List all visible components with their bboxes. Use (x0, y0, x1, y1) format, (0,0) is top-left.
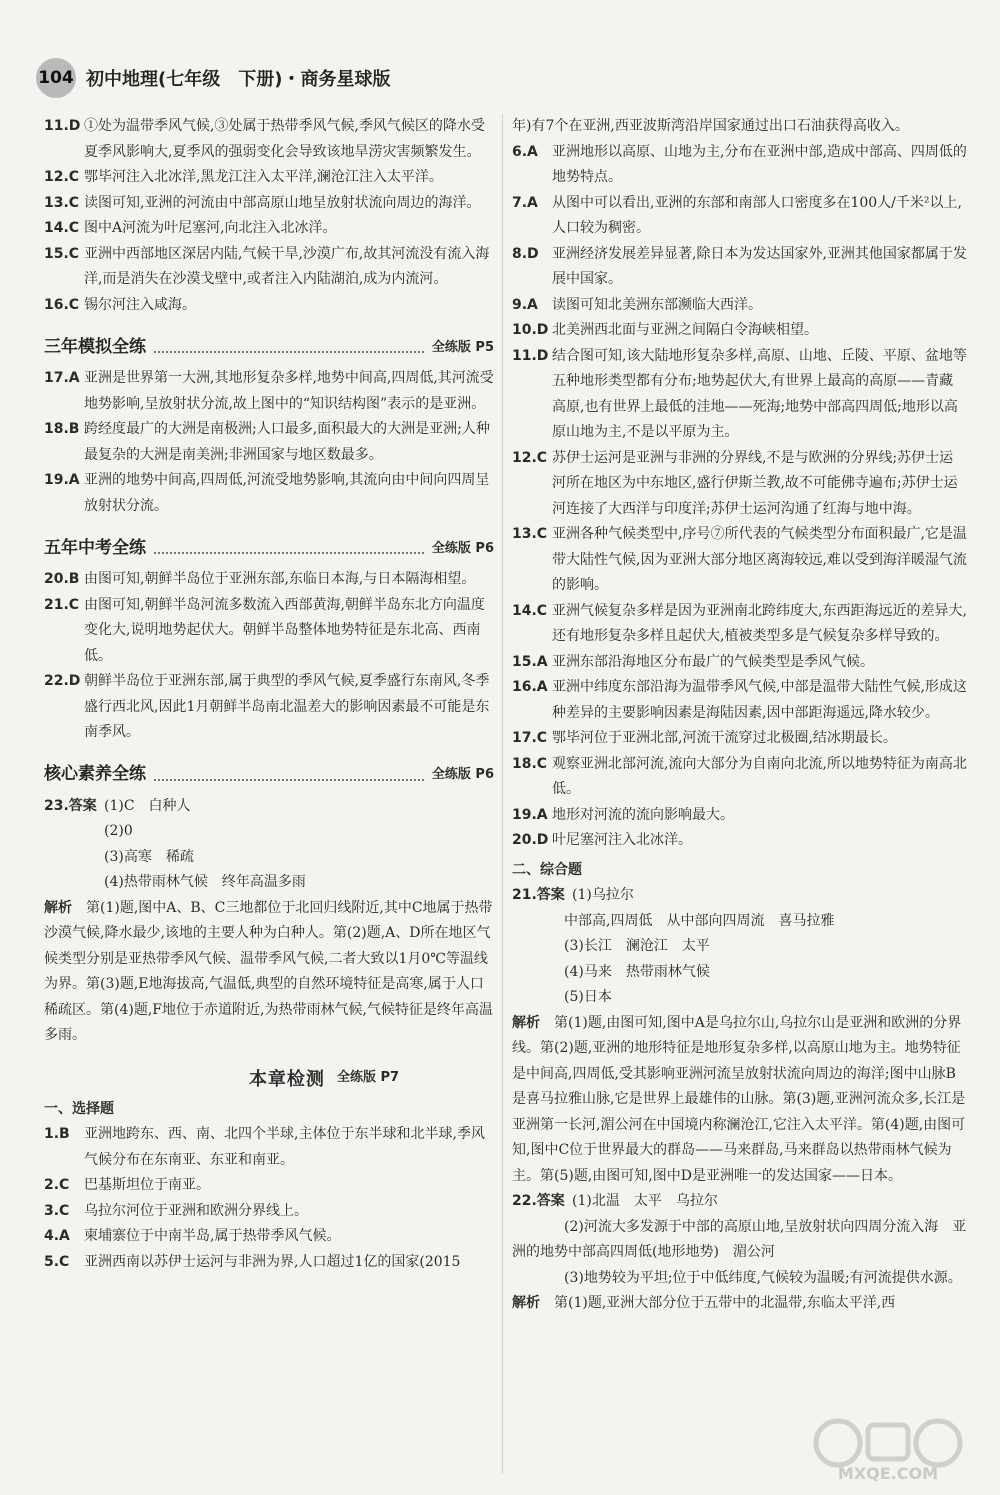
answer-item (512, 522, 967, 599)
answer-item (512, 752, 967, 803)
answer-item (44, 1122, 494, 1173)
dotted-leader (154, 779, 424, 781)
answer-number: 22.D (44, 673, 81, 689)
answer-item (512, 293, 967, 319)
answer-text: 朝鲜半岛位于亚洲东部,属于典型的季风气候,夏季盛行东南风,冬季盛行西北风,因此1月朝鲜半岛南北温差大的影响因素最不可能是东南季风。 (84, 673, 490, 740)
answer-text: ①处为温带季风气候,③处属于热带季风气候,季风气候区的降水受夏季风影响大,夏季风的强弱变化会导致该地旱涝灾害频繁发生。 (84, 118, 485, 160)
answer-number: 3.C (44, 1202, 70, 1219)
watermark-text: MXQE.COM (837, 1464, 939, 1483)
answer-text: (3)地势较为平坦;位于中低纬度,气候较为温暖;有河流提供水源。 (564, 1269, 962, 1286)
answer-number: 17.C (512, 730, 548, 746)
answer-number: 20.D (512, 832, 549, 848)
answer-number: 19.A (44, 472, 80, 488)
page-number: 104 (36, 58, 76, 98)
answer-number: 8.D (512, 245, 539, 262)
answer-lines (512, 909, 967, 1011)
subsection-heading: 一、选择题 (44, 1100, 114, 1117)
explanation (44, 896, 494, 1049)
answer-item (512, 191, 967, 242)
answer-item (44, 1173, 494, 1199)
answer-text: 亚洲中西部地区深居内陆,气候干旱,沙漠广布,故其河流没有流入海洋,而是消失在沙漠戈壁中,或者注入内陆湖泊,成为内流河。 (84, 245, 490, 287)
answer-row (44, 794, 494, 820)
answer-text: 读图可知北美洲东部濒临大西洋。 (552, 296, 762, 313)
answer-text: (1)C 白种人 (104, 797, 191, 814)
answer-text: 由图可知,朝鲜半岛河流多数流入西部黄海,朝鲜半岛东北方向温度变化大,说明地势起伏大。朝鲜半岛整体地势特征是东北高、西南低。 (84, 596, 485, 664)
answer-text: 从图中可以看出,亚洲的东部和南部人口密度多在100人/千米²以上,人口较为稠密。 (552, 194, 962, 236)
answer-number: 2.C (44, 1177, 70, 1193)
answer-item (44, 366, 494, 417)
section-title: 核心素养全练 (44, 764, 146, 784)
answer-item (512, 344, 967, 446)
answer-number: 18.C (512, 755, 548, 772)
explanation-text: 第(1)题,由图可知,图中A是乌拉尔山,乌拉尔山是亚洲和欧洲的分界线。第(2)题,亚洲的地形特征是地形复杂多样,以高原山地为主。地势特征是中间高,四周低,受其影响亚洲河流呈放射状流向周边的海洋;图中山脉B是喜马拉雅山脉,它是世界上最雄伟的山脉。第(3)题,亚洲河流众多,长江是亚洲第一长河,湄公河在中国境内称澜沧江,它注入太平洋。第(4)题,由图可知,图中C位于世界最大的群岛——马来群岛,马来群岛以热带雨林气候为主。第(5)题,由图可知,图中D是亚洲唯一的发达国家——日本。 (512, 1014, 966, 1184)
answer-number: 21.C (44, 596, 80, 613)
watermark-graphic (798, 1413, 978, 1483)
answer-text: 叶尼塞河注入北冰洋。 (552, 832, 692, 848)
answer-item (512, 242, 967, 293)
continued-text: 年)有7个在亚洲,西亚波斯湾沿岸国家通过出口石油获得高收入。 (512, 118, 909, 134)
section-header (44, 326, 494, 360)
answer-label: 21.答案 (512, 887, 565, 903)
answer-number: 4.A (44, 1228, 70, 1244)
answer-item (44, 1250, 494, 1276)
section-ref: 全练版 P5 (431, 339, 494, 355)
explanation (512, 1291, 967, 1317)
answer-text: 巴基斯坦位于南亚。 (84, 1177, 210, 1193)
question-21 (512, 883, 967, 1189)
answer-number: 9.A (512, 296, 538, 313)
column-divider (502, 114, 503, 1474)
section-header (44, 754, 494, 788)
answer-item (44, 593, 494, 670)
answer-item (44, 216, 494, 242)
answer-text: 北美洲西北面与亚洲之间隔白令海峡相望。 (552, 322, 818, 338)
answer-text: 亚洲各种气候类型中,序号⑦所代表的气候类型分布面积最广,它是温带大陆性气候,因为亚洲大部分地区离海较远,难以受到海洋暖湿气流的影响。 (552, 526, 967, 593)
answer-line: (3)高寒 稀疏 (104, 848, 194, 865)
answer-text: (2)河流大多发源于中部的高原山地,呈放射状向四周分流入海 亚洲的地势中部高四周低(地形地势) 湄公河 (512, 1218, 967, 1260)
watermark-logo (798, 1413, 978, 1483)
answer-text: 观察亚洲北部河流,流向大部分为自南向北流,所以地势特征为南高北低。 (552, 755, 967, 797)
answer-text: 亚洲西南以苏伊士运河与非洲为界,人口超过1亿的国家(2015 (84, 1253, 461, 1270)
explanation-label: 解析 (512, 1295, 540, 1311)
chapter-header (44, 1059, 494, 1093)
section-ref: 全练版 P6 (431, 540, 494, 556)
page-header (36, 58, 390, 98)
question-23 (44, 794, 494, 1049)
explanation-label: 解析 (512, 1014, 540, 1031)
answer-item (512, 599, 967, 650)
dotted-leader (154, 351, 424, 353)
answer-text: 地形对河流的流向影响最大。 (552, 806, 734, 823)
section-title: 三年模拟全练 (44, 336, 146, 357)
book-title: 初中地理(七年级 下册)・商务星球版 (86, 69, 391, 90)
answer-number: 16.C (44, 296, 80, 313)
answer-row (512, 1189, 967, 1215)
dotted-leader (154, 552, 424, 554)
answer-item (44, 417, 494, 468)
answer-text: 读图可知,亚洲的河流由中部高原山地呈放射状流向周边的海洋。 (84, 194, 481, 211)
answer-item (512, 650, 967, 676)
chapter-ref: 全练版 P7 (336, 1070, 400, 1085)
answer-text: 由图可知,朝鲜半岛位于亚洲东部,东临日本海,与日本隔海相望。 (84, 571, 476, 587)
answer-line: (2)0 (104, 823, 133, 839)
answer-number: 18.B (44, 421, 80, 437)
answer-line: (4)马来 热带雨林气候 (564, 963, 710, 980)
answer-number: 19.A (512, 806, 548, 823)
explanation-text: 第(1)题,图中A、B、C三地都位于北回归线附近,其中C地属于热带沙漠气候,降水最少,该地的主要人种为白种人。第(2)题,A、D所在地区气候类型分别是亚热带季风气候、温带季风气候,二者大致以1月0℃等温线为界。第(3)题,E地海拔高,气温低,典型的自然环境特征是高寒,属于人口稀疏区。第(4)题,F地位于赤道附近,为热带雨林气候,气候特征是终年高温多雨。 (44, 899, 493, 1043)
answer-text: 鄂毕河位于亚洲北部,河流干流穿过北极圈,结冰期最长。 (552, 730, 897, 746)
answer-number: 10.D (512, 322, 549, 338)
answer-number: 11.D (512, 347, 549, 364)
question-22 (512, 1189, 967, 1317)
answer-item (44, 1199, 494, 1225)
answer-label: 23.答案 (44, 797, 97, 814)
answer-number: 6.A (512, 143, 538, 160)
watermark-circle (916, 1421, 960, 1465)
answer-item (512, 318, 967, 344)
watermark-circle (816, 1421, 860, 1465)
explanation (512, 1011, 967, 1190)
answer-text: 锡尔河注入咸海。 (84, 296, 196, 313)
answer-number: 14.C (512, 602, 548, 619)
left-column (44, 114, 494, 1275)
answer-text: 苏伊士运河是亚洲与非洲的分界线,不是与欧洲的分界线;苏伊士运河所在地区为中东地区,盛行伊斯兰教,故不可能佛寺遍布;苏伊士运河连接了大西洋与印度洋;苏伊士运河沟通了红海与地中海。 (552, 449, 958, 517)
answer-item (512, 675, 967, 726)
answer-number: 13.C (512, 526, 548, 542)
answer-item (44, 567, 494, 593)
answer-list (44, 1122, 494, 1275)
answer-text: 跨经度最广的大洲是南极洲;人口最多,面积最大的大洲是亚洲;人种最复杂的大洲是南美洲;非洲国家与地区数最多。 (84, 421, 490, 463)
answer-number: 12.C (44, 169, 80, 185)
answer-row (512, 883, 967, 909)
answer-item (512, 828, 967, 854)
answer-label: 22.答案 (512, 1193, 565, 1209)
answer-line: (5)日本 (564, 989, 612, 1005)
answer-list (44, 366, 494, 519)
answer-text: 结合图可知,该大陆地形复杂多样,高原、山地、丘陵、平原、盆地等五种地形类型都有分布;地势起伏大,有世界上最高的高原——青藏高原,也有世界上最低的洼地——死海;地势中部高四周低;地形以高原山地为主,不是以平原为主。 (552, 347, 967, 440)
answer-number: 13.C (44, 194, 80, 211)
answer-number: 11.D (44, 118, 81, 134)
answer-list (44, 114, 494, 318)
answer-text: 亚洲经济发展差异显著,除日本为发达国家外,亚洲其他国家都属于发展中国家。 (552, 245, 967, 287)
answer-item (44, 468, 494, 519)
answer-text: 鄂毕河注入北冰洋,黑龙江注入太平洋,澜沧江注入太平洋。 (84, 169, 443, 185)
answer-text: 亚洲地跨东、西、南、北四个半球,主体位于东半球和北半球,季风气候分布在东南亚、东亚和南亚。 (84, 1126, 485, 1168)
answer-item (512, 726, 967, 752)
answer-list (44, 567, 494, 746)
answer-lines (44, 819, 494, 896)
answer-number: 17.A (44, 370, 80, 386)
answer-item (44, 191, 494, 217)
answer-text: 亚洲是世界第一大洲,其地形复杂多样,地势中间高,四周低,其河流受地势影响,呈放射状分流,故上图中的“知识结构图”表示的是亚洲。 (84, 370, 494, 412)
answer-number: 20.B (44, 571, 80, 587)
explanation-label: 解析 (44, 899, 72, 916)
answer-text: (1)乌拉尔 (572, 887, 634, 903)
answer-number: 1.B (44, 1126, 70, 1142)
answer-text: 图中A河流为叶尼塞河,向北注入北冰洋。 (84, 220, 337, 236)
explanation-text: 第(1)题,亚洲大部分位于五带中的北温带,东临太平洋,西 (554, 1295, 896, 1311)
answer-item (44, 242, 494, 293)
answer-number: 15.C (44, 245, 80, 262)
answer-text: 柬埔寨位于中南半岛,属于热带季风气候。 (84, 1228, 341, 1244)
answer-number: 7.A (512, 194, 538, 211)
answer-item (44, 114, 494, 165)
answer-number: 5.C (44, 1253, 70, 1270)
answer-text: 亚洲中纬度东部沿海为温带季风气候,中部是温带大陆性气候,形成这种差异的主要影响因素是海陆因素,因中部距海遥远,降水较少。 (552, 679, 967, 721)
answer-item (44, 293, 494, 319)
answer-text: 亚洲的地势中间高,四周低,河流受地势影响,其流向由中间向四周呈放射状分流。 (84, 472, 490, 514)
answer-item (512, 446, 967, 523)
answer-line: 中部高,四周低 从中部向四周流 喜马拉雅 (564, 912, 835, 929)
answer-number: 16.A (512, 679, 548, 695)
answer-number: 15.A (512, 653, 548, 670)
answer-text: 亚洲东部沿海地区分布最广的气候类型是季风气候。 (552, 653, 874, 670)
answer-item (44, 165, 494, 191)
answer-line: (4)热带雨林气候 终年高温多雨 (104, 874, 306, 890)
subsection-heading: 二、综合题 (512, 861, 582, 878)
answer-number: 14.C (44, 220, 80, 236)
answer-text: (1)北温 太平 乌拉尔 (572, 1193, 718, 1209)
right-column (512, 114, 967, 1317)
answer-item (44, 1224, 494, 1250)
answer-list (512, 140, 967, 854)
answer-item (512, 803, 967, 829)
section-title: 五年中考全练 (44, 537, 146, 558)
answer-item (44, 669, 494, 746)
answer-number: 12.C (512, 449, 548, 466)
answer-text: 亚洲气候复杂多样是因为亚洲南北跨纬度大,东西距海远近的差异大,还有地形复杂多样且起伏大,植被类型多是气候复杂多样导致的。 (552, 602, 967, 644)
chapter-title: 本章检测 (248, 1069, 325, 1090)
answer-text: 亚洲地形以高原、山地为主,分布在亚洲中部,造成中部高、四周低的地势特点。 (552, 143, 967, 185)
section-ref: 全练版 P6 (431, 767, 494, 782)
answer-line: (3)长江 澜沧江 太平 (564, 938, 710, 954)
section-header (44, 527, 494, 561)
answer-text: 乌拉尔河位于亚洲和欧洲分界线上。 (84, 1202, 308, 1219)
watermark-box (868, 1425, 908, 1459)
answer-item (512, 140, 967, 191)
